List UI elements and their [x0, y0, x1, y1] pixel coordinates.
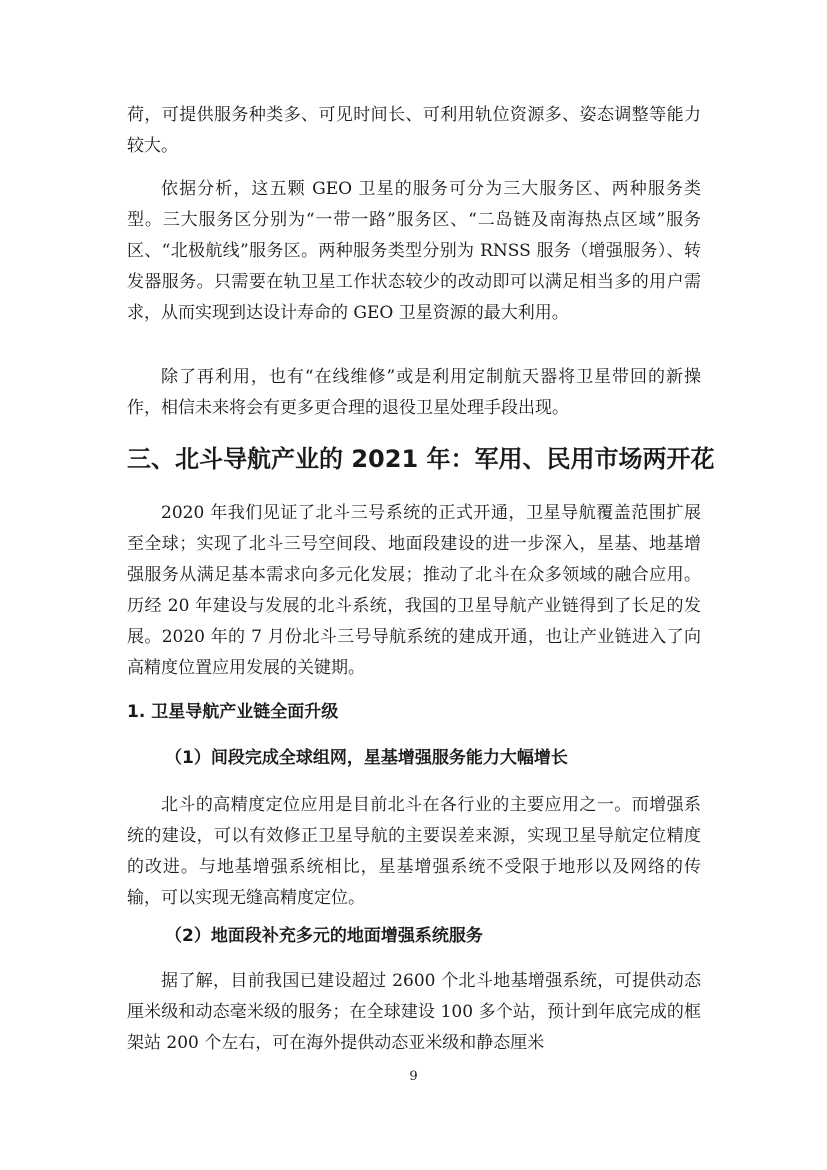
page-number: 9 — [409, 1069, 418, 1084]
paragraph-4: 2020 年我们见证了北斗三号系统的正式开通，卫星导航覆盖范围扩展至全球；实现了北斗三号空间段、地面段建设的进一步深入，星基、地基增强服务从满足基本需求向多元化发展；推动了北斗在众多领域的融合应用。历经 20 年建设与发展的北斗系统，我国的卫星导航产业链得到了长足的发展。2020 年的 7 月份北斗三号导航系统的建成开通，也让产业链进入了向高精度位置应用发展的关键期。 — [127, 503, 701, 678]
paragraph-6: 据了解，目前我国已建设超过 2600 个北斗地基增强系统，可提供动态厘米级和动态毫米级的服务；在全球建设 100 多个站，预计到年底完成的框架站 200 个左右，可在海外提供动态亚米级和静态厘米 — [127, 971, 701, 1053]
section-heading-3: 三、北斗导航产业的 2021 年：军用、民用市场两开花 — [127, 445, 715, 473]
item-heading-1: （1）间段完成全球组网，星基增强服务能力大幅增长 — [165, 748, 568, 768]
paragraph-2: 依据分析，这五颗 GEO 卫星的服务可分为三大服务区、两种服务类型。三大服务区分别为“一带一路”服务区、“二岛链及南海热点区域”服务区、“北极航线”服务区。两种服务类型分别为 RNSS 服务（增强服务）、转发器服务。只需要在轨卫星工作状态较少的改动即可以满足相当多的用户需求，从而实现到达设计寿命的 GEO 卫星资源的最大利用。 — [127, 179, 701, 323]
paragraph-5: 北斗的高精度定位应用是目前北斗在各行业的主要应用之一。而增强系统的建设，可以有效修正卫星导航的主要误差来源，实现卫星导航定位精度的改进。与地基增强系统相比，星基增强系统不受限于地形以及网络的传输，可以实现无缝高精度定位。 — [127, 795, 701, 908]
item-heading-2: （2）地面段补充多元的地面增强系统服务 — [165, 926, 483, 946]
paragraph-3: 除了再利用，也有“在线维修”或是利用定制航天器将卫星带回的新操作，相信未来将会有更多更合理的退役卫星处理手段出现。 — [127, 367, 701, 418]
paragraph-1: 荷，可提供服务种类多、可见时间长、可利用轨位资源多、姿态调整等能力较大。 — [127, 105, 701, 156]
subsection-heading-1: 1. 卫星导航产业链全面升级 — [127, 702, 339, 722]
